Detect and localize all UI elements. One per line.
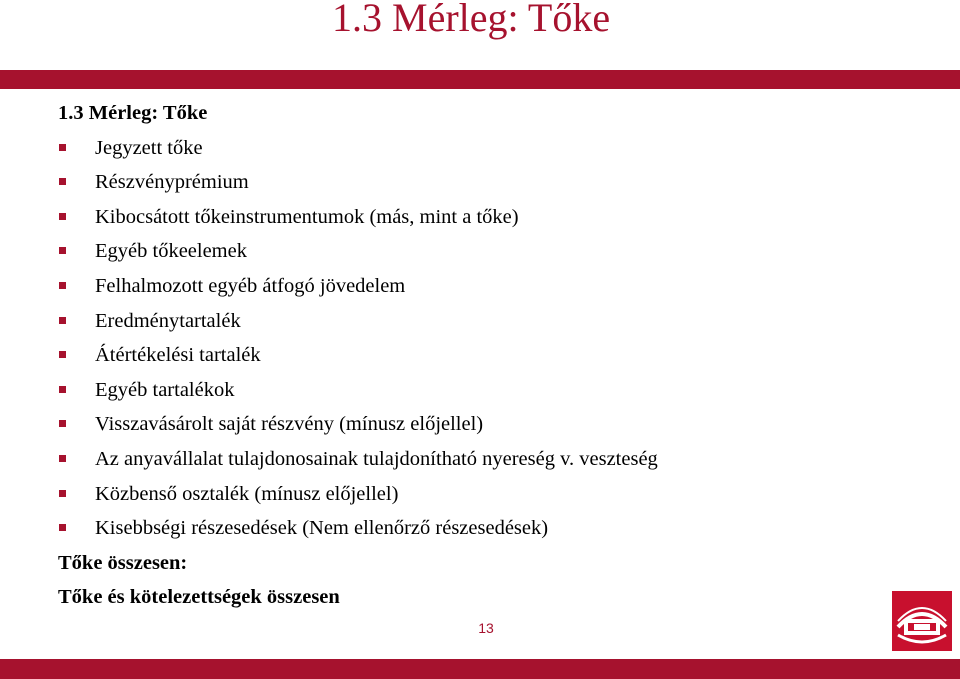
list-item-text: Az anyavállalat tulajdonosainak tulajdonítható nyereség v. veszteség [95, 447, 658, 470]
list-item-text: Egyéb tőkeelemek [95, 240, 247, 263]
square-bullet-icon [59, 282, 66, 289]
square-bullet-icon [59, 386, 66, 393]
square-bullet-icon [59, 178, 66, 185]
list-item [58, 306, 878, 341]
square-bullet-icon [59, 317, 66, 324]
slide-title: 1.3 Mérleg: Tőke [332, 0, 611, 40]
list-item [58, 479, 878, 514]
list-item-text: Jegyzett tőke [95, 136, 203, 159]
list-item-text: Átértékelési tartalék [95, 344, 261, 367]
header-bar [0, 70, 960, 89]
list-item [58, 444, 878, 479]
list-item-text: Részvényprémium [95, 171, 249, 194]
equity-items-list [58, 133, 878, 548]
list-item [58, 167, 878, 202]
square-bullet-icon [59, 490, 66, 497]
total-equity-label: Tőke összesen: [58, 551, 188, 574]
square-bullet-icon [59, 420, 66, 427]
list-item-text: Egyéb tartalékok [95, 378, 235, 401]
footer-bar [0, 659, 960, 679]
list-item [58, 202, 878, 237]
list-item-text: Kibocsátott tőkeinstrumentumok (más, mint a tőke) [95, 205, 519, 228]
list-item-text: Kisebbségi részesedések (Nem ellenőrző részesedések) [95, 517, 549, 540]
square-bullet-icon [59, 455, 66, 462]
square-bullet-icon [59, 144, 66, 151]
list-item [58, 236, 878, 271]
list-item [58, 340, 878, 375]
list-item-text: Közbenső osztalék (mínusz előjellel) [95, 482, 399, 505]
square-bullet-icon [59, 524, 66, 531]
total-equity-liabilities-label: Tőke és kötelezettségek összesen [58, 586, 340, 609]
list-item-text: Eredménytartalék [95, 309, 241, 332]
brand-logo-icon [892, 591, 952, 651]
list-item-text: Visszavásárolt saját részvény (mínusz előjellel) [95, 413, 484, 436]
list-item [58, 271, 878, 306]
square-bullet-icon [59, 213, 66, 220]
list-item [58, 513, 878, 548]
list-item [58, 133, 878, 168]
slide-content [58, 98, 878, 617]
list-item [58, 409, 878, 444]
content-heading: 1.3 Mérleg: Tőke [58, 102, 208, 124]
page-number: 13 [478, 620, 494, 636]
square-bullet-icon [59, 351, 66, 358]
square-bullet-icon [59, 247, 66, 254]
list-item-text: Felhalmozott egyéb átfogó jövedelem [95, 274, 406, 297]
list-item [58, 375, 878, 410]
